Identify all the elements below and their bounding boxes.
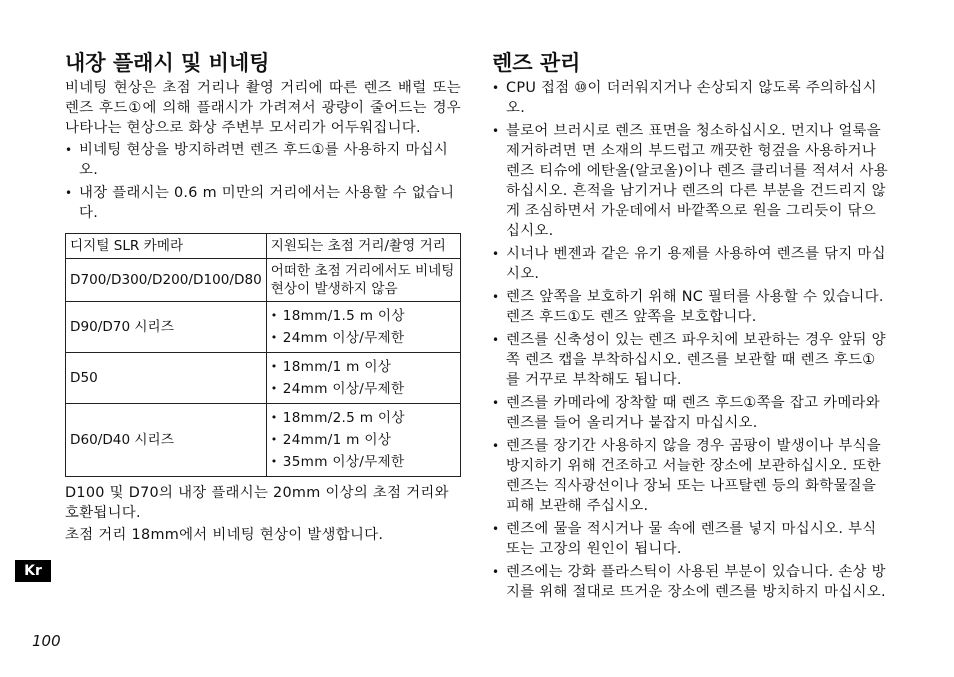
page-number: 100 (32, 632, 61, 650)
left-column (65, 50, 461, 545)
list-item: • 렌즈에는 강화 플라스틱이 사용된 부분이 있습니다. 손상 방지를 위해 절대로 뜨거운 장소에 렌즈를 방치하지 마십시오. (492, 562, 888, 602)
table-cell-ranges (266, 404, 460, 477)
list-item: • 렌즈를 신축성이 있는 렌즈 파우치에 보관하는 경우 앞뒤 양쪽 렌즈 캡을 부착하십시오. 렌즈를 보관할 때 렌즈 후드①를 거꾸로 부착해도 됩니다. (492, 330, 888, 390)
flash-bullet-list (65, 140, 461, 223)
vignetting-note: 초점 거리 18mm에서 비네팅 현상이 발생합니다. (65, 527, 384, 543)
table-header-camera: 디지털 SLR 카메라 (66, 234, 267, 259)
section-heading-flash-vignetting: 내장 플래시 및 비네팅 (65, 51, 270, 75)
table-cell-camera: D50 (66, 353, 267, 404)
language-tab: Kr (15, 560, 51, 582)
table-row (66, 259, 461, 302)
list-item: • CPU 접점 ⑩이 더러워지거나 손상되지 않도록 주의하십시오. (492, 78, 888, 118)
intro-paragraph: 비네팅 현상은 초점 거리나 촬영 거리에 따른 렌즈 배럴 또는 렌즈 후드①에 의해 플래시가 가려져서 광량이 줄어드는 경우 나타나는 현상으로 화상 주변부 모서리가 어두워집니다. (65, 80, 461, 136)
table-row (66, 302, 461, 353)
table-header-range: 지원되는 초점 거리/촬영 거리 (266, 234, 460, 259)
list-item: • 내장 플래시는 0.6 m 미만의 거리에서는 사용할 수 없습니다. (65, 183, 461, 223)
list-item: • 24mm/1 m 이상 (271, 429, 456, 451)
table-row (66, 404, 461, 477)
list-item: • 18mm/2.5 m 이상 (271, 407, 456, 429)
list-item: • 35mm 이상/무제한 (271, 451, 456, 473)
list-item: • 블로어 브러시로 렌즈 표면을 청소하십시오. 먼지나 얼룩을 제거하려면 면 소재의 부드럽고 깨끗한 헝겊을 사용하거나 렌즈 티슈에 에탄올(알코올)이나 렌즈 클리너를 적셔서 사용하십시오. 흔적을 남기거나 렌즈의 다른 부분을 건드리지 않게 조심하면서 가운데에서 바깥쪽으로 원을 그리듯이 닦으십시오. (492, 121, 888, 241)
right-column (492, 50, 888, 605)
table-cell-camera: D700/D300/D200/D100/D80 (66, 259, 267, 302)
list-item: • 시너나 벤젠과 같은 유기 용제를 사용하여 렌즈를 닦지 마십시오. (492, 244, 888, 284)
section-heading-lens-care: 렌즈 관리 (492, 51, 581, 75)
table-row (66, 353, 461, 404)
lens-care-bullet-list (492, 78, 888, 602)
table-cell-ranges (266, 353, 460, 404)
list-item: • 렌즈를 장기간 사용하지 않을 경우 곰팡이 발생이나 부식을 방지하기 위해 건조하고 서늘한 장소에 보관하십시오. 또한 렌즈는 직사광선이나 장뇌 또는 나프탈렌 등의 화학물질을 피해 보관해 주십시오. (492, 436, 888, 516)
list-item: • 비네팅 현상을 방지하려면 렌즈 후드①를 사용하지 마십시오. (65, 140, 461, 180)
list-item: • 18mm/1.5 m 이상 (271, 305, 456, 327)
table-header-row (66, 234, 461, 259)
list-item: • 렌즈를 카메라에 장착할 때 렌즈 후드①쪽을 잡고 카메라와 렌즈를 들어 올리거나 붙잡지 마십시오. (492, 393, 888, 433)
table-cell-camera: D60/D40 시리즈 (66, 404, 267, 477)
table-cell-note: 어떠한 초점 거리에서도 비네팅 현상이 발생하지 않음 (266, 259, 460, 302)
list-item: • 24mm 이상/무제한 (271, 327, 456, 349)
list-item: • 24mm 이상/무제한 (271, 378, 456, 400)
list-item: • 렌즈 앞쪽을 보호하기 위해 NC 필터를 사용할 수 있습니다. 렌즈 후드①도 렌즈 앞쪽을 보호합니다. (492, 287, 888, 327)
table-cell-camera: D90/D70 시리즈 (66, 302, 267, 353)
compatibility-note: D100 및 D70의 내장 플래시는 20mm 이상의 초점 거리와 호환됩니다. (65, 485, 449, 521)
camera-compatibility-table (65, 233, 461, 477)
table-cell-ranges (266, 302, 460, 353)
list-item: • 렌즈에 물을 적시거나 물 속에 렌즈를 넣지 마십시오. 부식 또는 고장의 원인이 됩니다. (492, 519, 888, 559)
list-item: • 18mm/1 m 이상 (271, 356, 456, 378)
